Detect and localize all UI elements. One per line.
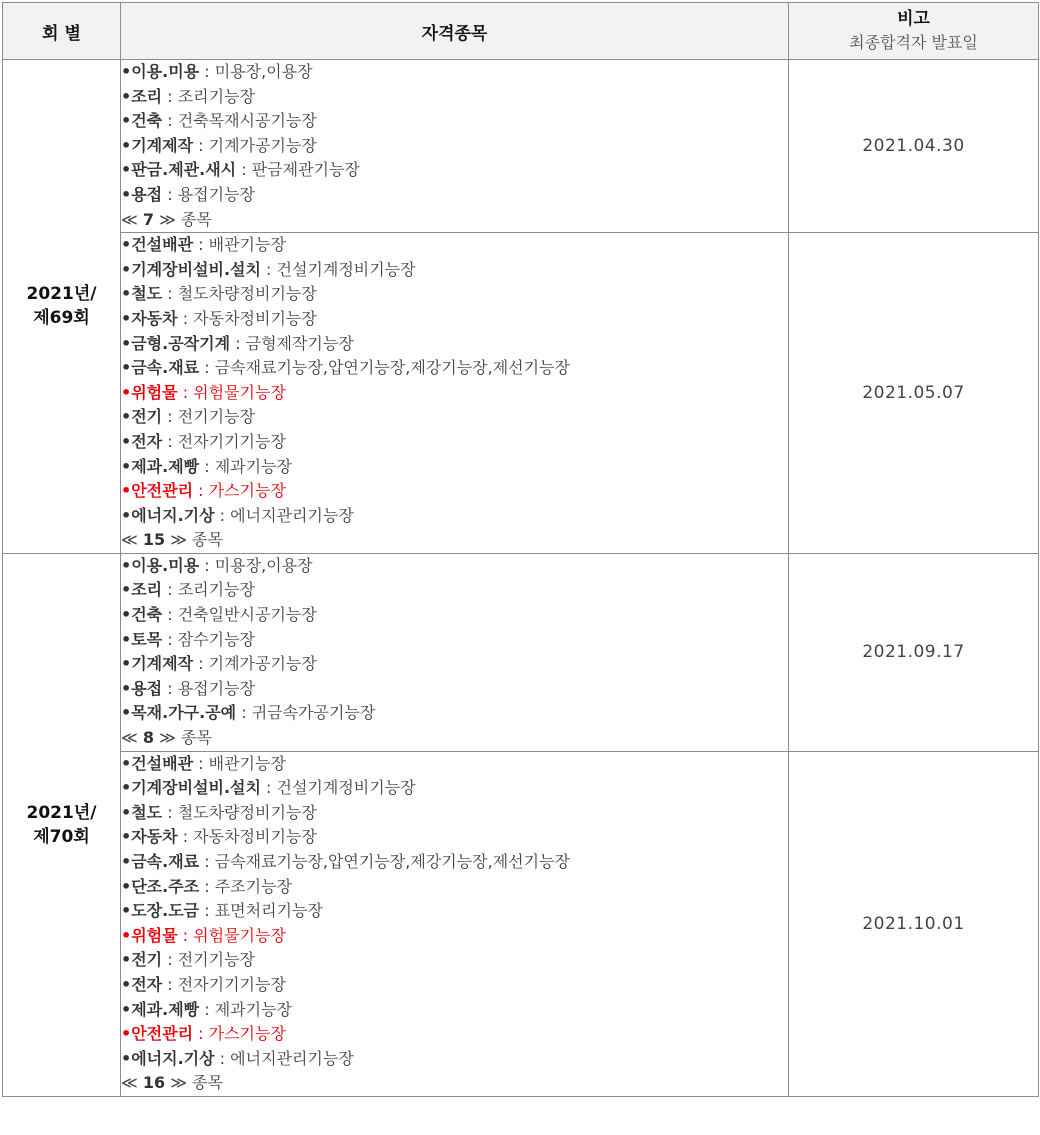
qualification-item (121, 652, 788, 677)
category-name: •에너지.기상 (121, 1048, 215, 1068)
category-name: •조리 (121, 86, 163, 106)
item-count (121, 528, 788, 553)
session-cell (3, 553, 121, 1096)
session-label: 2021년/ (26, 284, 97, 305)
category-name: •안전관리 (121, 1024, 194, 1044)
qualification-name: 잠수기능장 (177, 629, 255, 649)
qualification-name: 건축목재시공기능장 (177, 111, 317, 131)
qualification-name: 표면처리기능장 (214, 901, 323, 921)
qualification-item (121, 1022, 788, 1047)
separator: : (199, 555, 215, 575)
qualification-name: 전자기기기능장 (177, 974, 286, 994)
category-name: •건설배관 (121, 235, 194, 255)
qualification-name: 용접기능장 (177, 678, 255, 698)
separator: : (162, 802, 178, 822)
qualification-item (121, 183, 788, 208)
table-row (3, 60, 1039, 233)
qualification-item (121, 233, 788, 258)
session-label: 제69회 (33, 308, 90, 329)
separator: : (214, 1048, 231, 1068)
separator: : (162, 629, 178, 649)
separator: : (236, 160, 252, 180)
qualification-item (121, 973, 788, 998)
count-number: 16 (142, 1073, 166, 1093)
category-name: •철도 (121, 284, 163, 304)
qualification-name: 기계가공기능장 (208, 135, 317, 155)
qualification-item (121, 752, 788, 777)
qualification-name: 조리기능장 (177, 86, 255, 106)
category-name: •조리 (121, 580, 163, 600)
qualification-name: 금속재료기능장,압연기능장,제강기능장,제선기능장 (214, 852, 570, 871)
category-name: •기계장비설비.설치 (121, 259, 261, 279)
category-name: •전기 (121, 407, 163, 427)
qualification-item (121, 381, 788, 406)
qualification-name: 용접기능장 (177, 184, 255, 204)
separator: : (177, 308, 194, 328)
qualification-item (121, 109, 788, 134)
category-name: •건축 (121, 111, 163, 131)
separator: : (199, 358, 215, 378)
count-number: 8 (142, 728, 154, 748)
category-name: •제과.제빵 (121, 999, 200, 1019)
separator: : (162, 580, 178, 600)
count-open: ≪ (121, 728, 143, 748)
qualification-name: 귀금속가공기능장 (251, 703, 376, 723)
qualification-name: 건설기계정비기능장 (276, 778, 416, 798)
category-name: •건설배관 (121, 753, 194, 773)
separator: : (162, 678, 178, 698)
separator: : (199, 852, 215, 871)
separator: : (162, 111, 178, 131)
separator: : (177, 925, 194, 945)
separator: : (162, 184, 178, 204)
table-row (3, 553, 1039, 751)
qualification-name: 금속재료기능장,압연기능장,제강기능장,제선기능장 (214, 358, 570, 378)
category-name: •용접 (121, 678, 163, 698)
category-name: •기계제작 (121, 654, 194, 674)
category-name: •목재.가구.공예 (121, 703, 237, 723)
qualification-item (121, 479, 788, 504)
separator: : (214, 505, 231, 525)
qualification-name: 미용장,이용장 (214, 62, 313, 81)
separator: : (193, 481, 209, 501)
qualification-item (121, 430, 788, 455)
qualification-items-cell (121, 751, 789, 1096)
separator: : (177, 827, 194, 847)
qualification-list (121, 554, 788, 726)
category-name: •이용.미용 (121, 62, 200, 81)
category-name: •에너지.기상 (121, 505, 215, 525)
separator: : (162, 950, 178, 970)
separator: : (199, 62, 215, 81)
category-name: •안전관리 (121, 481, 194, 501)
category-name: •위험물 (121, 382, 178, 402)
qualification-list (121, 60, 788, 208)
qualification-name: 전기기능장 (177, 407, 255, 427)
qualification-item (121, 455, 788, 480)
separator: : (199, 876, 215, 896)
header-remark (789, 3, 1039, 60)
qualification-item (121, 258, 788, 283)
qualification-item (121, 899, 788, 924)
qualification-item (121, 578, 788, 603)
qualification-item (121, 850, 788, 875)
category-name: •전기 (121, 950, 163, 970)
item-count (121, 726, 788, 751)
qualification-item (121, 1047, 788, 1072)
qualification-item (121, 603, 788, 628)
separator: : (193, 235, 209, 255)
category-name: •금형.공작기계 (121, 333, 231, 353)
header-items: 자격종목 (121, 3, 789, 60)
qualification-item (121, 134, 788, 159)
separator: : (199, 456, 215, 476)
header-row (3, 3, 1039, 60)
session-cell (3, 60, 121, 554)
item-count (121, 1071, 788, 1096)
qualification-item (121, 801, 788, 826)
qualification-item (121, 701, 788, 726)
category-name: •이용.미용 (121, 555, 200, 575)
count-close: ≫ 종목 (165, 530, 223, 550)
header-session: 회 별 (3, 3, 121, 60)
qualification-items-cell (121, 60, 789, 233)
qualification-item (121, 85, 788, 110)
qualification-item (121, 554, 788, 579)
qualification-item (121, 282, 788, 307)
count-number: 7 (142, 209, 154, 229)
qualification-name: 배관기능장 (208, 235, 286, 255)
qualification-name: 철도차량정비기능장 (177, 802, 317, 822)
qualification-name: 조리기능장 (177, 580, 255, 600)
separator: : (199, 901, 215, 921)
qualification-name: 기계가공기능장 (208, 654, 317, 674)
qualification-name: 판금제관기능장 (251, 160, 360, 180)
category-name: •기계제작 (121, 135, 194, 155)
separator: : (162, 86, 178, 106)
qualification-name: 전기기능장 (177, 950, 255, 970)
qualification-name: 철도차량정비기능장 (177, 284, 317, 304)
qualification-name: 가스기능장 (208, 1024, 286, 1044)
separator: : (193, 753, 209, 773)
qualification-name: 에너지관리기능장 (230, 1048, 354, 1068)
qualification-name: 자동차정비기능장 (193, 827, 317, 847)
qualification-item (121, 924, 788, 949)
separator: : (260, 259, 277, 279)
qualification-list (121, 752, 788, 1072)
header-remark-subtitle: 최종합격자 발표일 (849, 33, 978, 52)
count-close: ≫ 종목 (153, 209, 212, 229)
table-row (3, 751, 1039, 1096)
qualification-name: 가스기능장 (208, 481, 286, 501)
qualification-item (121, 356, 788, 381)
category-name: •금속.재료 (121, 358, 200, 378)
qualification-name: 배관기능장 (208, 753, 286, 773)
qualification-items-cell (121, 553, 789, 751)
separator: : (193, 135, 209, 155)
qualification-item (121, 60, 788, 85)
table-body (3, 60, 1039, 1097)
category-name: •전자 (121, 974, 163, 994)
count-number: 15 (142, 530, 166, 550)
category-name: •단조.주조 (121, 876, 200, 896)
category-name: •토목 (121, 629, 163, 649)
separator: : (193, 654, 209, 674)
qualification-item (121, 307, 788, 332)
separator: : (162, 605, 178, 625)
exam-schedule-table (2, 2, 1039, 1097)
qualification-name: 에너지관리기능장 (230, 505, 354, 525)
category-name: •판금.제관.새시 (121, 160, 237, 180)
category-name: •위험물 (121, 925, 178, 945)
qualification-item (121, 998, 788, 1023)
qualification-item (121, 875, 788, 900)
qualification-name: 위험물기능장 (193, 925, 286, 945)
item-count (121, 208, 788, 233)
category-name: •자동차 (121, 308, 178, 328)
qualification-name: 주조기능장 (214, 876, 292, 896)
qualification-name: 자동차정비기능장 (193, 308, 317, 328)
count-open: ≪ (121, 209, 143, 229)
qualification-item (121, 332, 788, 357)
header-remark-title: 비고 (897, 9, 930, 29)
separator: : (162, 431, 178, 451)
qualification-item (121, 628, 788, 653)
table-row (3, 233, 1039, 554)
announcement-date: 2021.10.01 (789, 751, 1039, 1096)
announcement-date: 2021.09.17 (789, 553, 1039, 751)
count-close: ≫ 종목 (165, 1073, 223, 1093)
qualification-name: 제과기능장 (214, 456, 292, 476)
separator: : (230, 333, 246, 353)
session-label: 2021년/ (26, 802, 97, 823)
qualification-name: 건설기계정비기능장 (276, 259, 416, 279)
separator: : (199, 999, 215, 1019)
category-name: •전자 (121, 431, 163, 451)
qualification-item (121, 776, 788, 801)
separator: : (162, 407, 178, 427)
qualification-list (121, 233, 788, 528)
separator: : (260, 778, 277, 798)
qualification-name: 위험물기능장 (193, 382, 286, 402)
qualification-item (121, 158, 788, 183)
qualification-item (121, 677, 788, 702)
category-name: •용접 (121, 184, 163, 204)
qualification-item (121, 504, 788, 529)
category-name: •금속.재료 (121, 852, 200, 871)
category-name: •제과.제빵 (121, 456, 200, 476)
separator: : (193, 1024, 209, 1044)
qualification-item (121, 825, 788, 850)
category-name: •도장.도금 (121, 901, 200, 921)
category-name: •건축 (121, 605, 163, 625)
separator: : (177, 382, 194, 402)
qualification-items-cell (121, 233, 789, 554)
separator: : (236, 703, 252, 723)
announcement-date: 2021.05.07 (789, 233, 1039, 554)
qualification-name: 미용장,이용장 (214, 555, 313, 575)
table-header (3, 3, 1039, 60)
qualification-name: 건축일반시공기능장 (177, 605, 317, 625)
category-name: •철도 (121, 802, 163, 822)
category-name: •자동차 (121, 827, 178, 847)
qualification-name: 금형제작기능장 (245, 333, 354, 353)
category-name: •기계장비설비.설치 (121, 778, 261, 798)
count-open: ≪ (121, 1073, 143, 1093)
qualification-name: 전자기기기능장 (177, 431, 286, 451)
session-label: 제70회 (33, 826, 90, 847)
count-close: ≫ 종목 (153, 728, 212, 748)
separator: : (162, 974, 178, 994)
count-open: ≪ (121, 530, 143, 550)
separator: : (162, 284, 178, 304)
qualification-name: 제과기능장 (214, 999, 292, 1019)
qualification-item (121, 405, 788, 430)
qualification-item (121, 948, 788, 973)
announcement-date: 2021.04.30 (789, 60, 1039, 233)
